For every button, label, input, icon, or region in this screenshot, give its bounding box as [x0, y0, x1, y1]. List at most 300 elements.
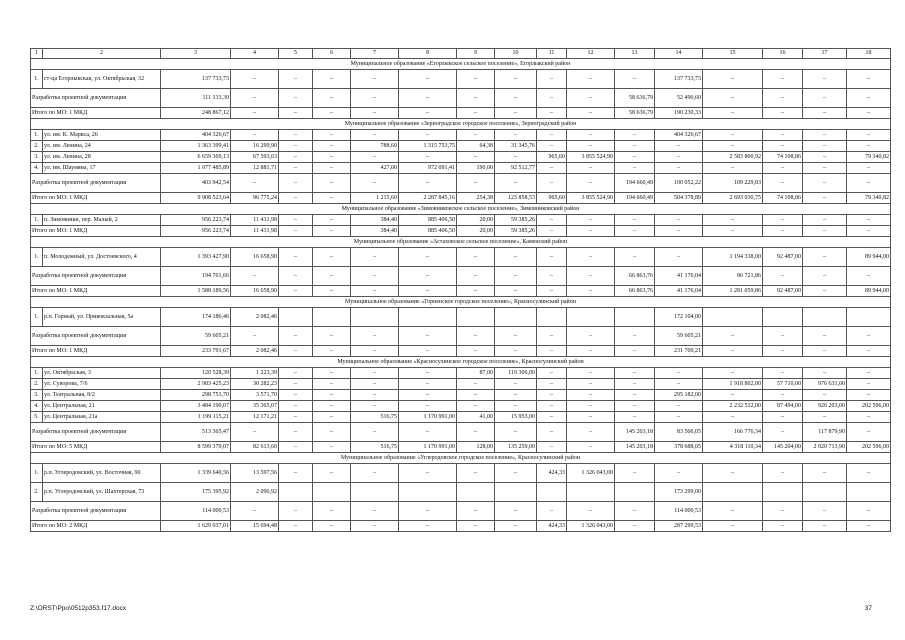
value-cell: – — [495, 379, 537, 390]
address-cell: р.п. Горный, ул. Привокзальная, 5а — [43, 308, 161, 327]
value-cell: – — [313, 267, 351, 286]
value-cell: 194 660,49 — [615, 193, 655, 204]
value-cell: – — [495, 401, 537, 412]
value-cell: – — [537, 442, 567, 453]
value-cell: – — [615, 368, 655, 379]
value-cell: – — [351, 327, 399, 346]
value-cell: – — [567, 379, 615, 390]
value-cell: 2 983 425,23 — [161, 379, 231, 390]
value-cell: – — [313, 379, 351, 390]
row-label: Итого по МО: 1 МКД — [31, 346, 161, 357]
value-cell: – — [457, 130, 495, 141]
row-label: Разработка проектной документации — [31, 89, 161, 108]
value-cell: – — [803, 412, 847, 423]
value-cell: – — [847, 423, 891, 442]
value-cell: – — [567, 401, 615, 412]
value-cell: – — [655, 163, 703, 174]
value-cell: 1 199 115,21 — [161, 412, 231, 423]
value-cell: – — [399, 464, 457, 483]
row-number: 5. — [31, 412, 43, 423]
value-cell: – — [803, 141, 847, 152]
value-cell: – — [847, 163, 891, 174]
value-cell: – — [351, 401, 399, 412]
value-cell: – — [313, 346, 351, 357]
value-cell: – — [803, 108, 847, 119]
value-cell: 74 108,86 — [763, 152, 803, 163]
value-cell: – — [763, 267, 803, 286]
value-cell: – — [457, 152, 495, 163]
row-number: 2. — [31, 483, 43, 502]
section-title-row — [31, 453, 891, 464]
value-cell: 13 597,56 — [231, 464, 279, 483]
value-cell: 424,33 — [537, 464, 567, 483]
value-cell: – — [351, 70, 399, 89]
value-cell: 20,00 — [457, 215, 495, 226]
value-cell — [847, 308, 891, 327]
value-cell: – — [847, 464, 891, 483]
value-cell: – — [567, 286, 615, 297]
value-cell: – — [703, 70, 763, 89]
value-cell: – — [567, 248, 615, 267]
value-cell: – — [351, 423, 399, 442]
value-cell: – — [703, 108, 763, 119]
row-number: 1. — [31, 368, 43, 379]
value-cell: 12 171,21 — [231, 412, 279, 423]
value-cell: 956 223,74 — [161, 226, 231, 237]
budget-table — [30, 48, 891, 532]
value-cell — [457, 308, 495, 327]
value-cell: – — [615, 130, 655, 141]
value-cell: – — [567, 423, 615, 442]
value-cell: – — [313, 152, 351, 163]
header-row — [31, 49, 891, 59]
value-cell: – — [351, 368, 399, 379]
value-cell: – — [351, 152, 399, 163]
value-cell: – — [763, 215, 803, 226]
value-cell: 58 636,79 — [615, 89, 655, 108]
section-title: Муниципальное образование «Зимовниковское сельское поселение», Зимовниковский район — [31, 204, 891, 215]
value-cell: – — [703, 89, 763, 108]
value-cell: – — [803, 286, 847, 297]
value-cell: 35 365,07 — [231, 401, 279, 412]
value-cell: – — [399, 346, 457, 357]
row-label: Разработка проектной документации — [31, 502, 161, 521]
section-title-row — [31, 204, 891, 215]
value-cell: – — [763, 412, 803, 423]
value-cell: 11 431,98 — [231, 226, 279, 237]
value-cell: – — [457, 89, 495, 108]
row-label: Итого по МО: 1 МКД — [31, 108, 161, 119]
value-cell: 145 204,00 — [763, 442, 803, 453]
value-cell: – — [457, 521, 495, 532]
value-cell: – — [399, 152, 457, 163]
header-cell: 16 — [763, 49, 803, 59]
value-cell: – — [457, 401, 495, 412]
value-cell: 100 052,22 — [655, 174, 703, 193]
row-number: 3. — [31, 152, 43, 163]
table-row — [31, 141, 891, 152]
value-cell — [567, 308, 615, 327]
value-cell: – — [537, 368, 567, 379]
table-row — [31, 308, 891, 327]
value-cell: – — [615, 412, 655, 423]
value-cell: 403 942,54 — [161, 174, 231, 193]
value-cell: – — [537, 215, 567, 226]
value-cell: 96 775,24 — [231, 193, 279, 204]
value-cell: – — [351, 346, 399, 357]
value-cell: – — [351, 286, 399, 297]
value-cell: – — [399, 286, 457, 297]
value-cell: – — [495, 464, 537, 483]
value-cell: – — [703, 412, 763, 423]
row-number: 4. — [31, 163, 43, 174]
value-cell — [847, 483, 891, 502]
value-cell: – — [615, 521, 655, 532]
value-cell: – — [457, 346, 495, 357]
value-cell: – — [537, 141, 567, 152]
value-cell: – — [537, 412, 567, 423]
value-cell — [313, 308, 351, 327]
row-number: 4. — [31, 401, 43, 412]
value-cell: 202 596,00 — [847, 401, 891, 412]
value-cell: – — [231, 423, 279, 442]
total-row — [31, 89, 891, 108]
value-cell: 166 776,34 — [703, 423, 763, 442]
value-cell: – — [457, 502, 495, 521]
value-cell: 82 613,60 — [231, 442, 279, 453]
value-cell: – — [803, 152, 847, 163]
value-cell: – — [457, 464, 495, 483]
value-cell: 504 378,89 — [655, 193, 703, 204]
value-cell: – — [279, 215, 313, 226]
value-cell: – — [495, 174, 537, 193]
value-cell: 1 077 485,89 — [161, 163, 231, 174]
value-cell — [615, 483, 655, 502]
table-row — [31, 390, 891, 401]
header-cell: 2 — [43, 49, 161, 59]
header-cell: 3 — [161, 49, 231, 59]
value-cell: – — [313, 368, 351, 379]
address-cell: ул. Центральная, 21а — [43, 412, 161, 423]
total-row — [31, 226, 891, 237]
section-title-row — [31, 237, 891, 248]
value-cell: 2 693 030,75 — [703, 193, 763, 204]
value-cell: 1 215,60 — [351, 193, 399, 204]
value-cell: – — [615, 346, 655, 357]
value-cell: 64,38 — [457, 141, 495, 152]
value-cell — [803, 308, 847, 327]
value-cell — [703, 308, 763, 327]
value-cell: 1 339 640,56 — [161, 464, 231, 483]
value-cell: – — [803, 327, 847, 346]
value-cell — [537, 483, 567, 502]
value-cell: – — [537, 89, 567, 108]
value-cell: – — [655, 141, 703, 152]
value-cell: – — [279, 327, 313, 346]
value-cell: 120 528,39 — [161, 368, 231, 379]
table-row — [31, 412, 891, 423]
value-cell: – — [495, 70, 537, 89]
value-cell: – — [231, 174, 279, 193]
value-cell: 2 082,46 — [231, 346, 279, 357]
value-cell — [399, 308, 457, 327]
value-cell: – — [351, 390, 399, 401]
table-row — [31, 248, 891, 267]
value-cell: – — [763, 89, 803, 108]
value-cell: – — [399, 401, 457, 412]
value-cell: 173 299,00 — [655, 483, 703, 502]
value-cell: – — [703, 130, 763, 141]
value-cell: – — [567, 390, 615, 401]
value-cell: 175 395,92 — [161, 483, 231, 502]
value-cell: – — [615, 248, 655, 267]
value-cell: – — [803, 89, 847, 108]
value-cell: – — [457, 327, 495, 346]
value-cell: 137 733,73 — [161, 70, 231, 89]
total-row — [31, 442, 891, 453]
value-cell: 114 000,53 — [655, 502, 703, 521]
value-cell: – — [495, 89, 537, 108]
value-cell: – — [847, 346, 891, 357]
value-cell — [495, 308, 537, 327]
value-cell: – — [495, 108, 537, 119]
value-cell: – — [847, 141, 891, 152]
address-cell: п. Зимовники, пер. Малый, 2 — [43, 215, 161, 226]
value-cell: – — [537, 423, 567, 442]
value-cell: – — [537, 502, 567, 521]
row-number: 2. — [31, 379, 43, 390]
value-cell: – — [231, 327, 279, 346]
header-cell: 15 — [703, 49, 763, 59]
value-cell: – — [279, 521, 313, 532]
value-cell: 513 365,47 — [161, 423, 231, 442]
value-cell: – — [567, 163, 615, 174]
value-cell: 190,00 — [457, 163, 495, 174]
value-cell: 424,33 — [537, 521, 567, 532]
value-cell: – — [313, 163, 351, 174]
value-cell: 2 232 532,00 — [703, 401, 763, 412]
value-cell: – — [703, 346, 763, 357]
value-cell: – — [279, 70, 313, 89]
value-cell: – — [537, 70, 567, 89]
header-cell: 14 — [655, 49, 703, 59]
value-cell: – — [615, 401, 655, 412]
value-cell: 3 855 524,90 — [567, 152, 615, 163]
value-cell — [763, 308, 803, 327]
value-cell: – — [537, 226, 567, 237]
value-cell: 119 306,00 — [495, 368, 537, 379]
value-cell: 190 230,33 — [655, 108, 703, 119]
value-cell: – — [703, 464, 763, 483]
value-cell: – — [763, 464, 803, 483]
row-label: Итого по МО: 1 МКД — [31, 193, 161, 204]
value-cell: 233 791,67 — [161, 346, 231, 357]
value-cell: 172 104,00 — [655, 308, 703, 327]
value-cell: 66 863,76 — [615, 267, 655, 286]
value-cell: – — [399, 267, 457, 286]
value-cell: 145 203,18 — [615, 442, 655, 453]
value-cell: – — [703, 163, 763, 174]
value-cell: – — [537, 130, 567, 141]
value-cell: – — [231, 108, 279, 119]
value-cell — [567, 483, 615, 502]
value-cell: – — [313, 193, 351, 204]
value-cell: – — [313, 502, 351, 521]
value-cell: – — [655, 401, 703, 412]
value-cell: 194 660,49 — [615, 174, 655, 193]
value-cell: 79 340,82 — [847, 152, 891, 163]
value-cell: – — [313, 226, 351, 237]
value-cell: 885 406,50 — [399, 226, 457, 237]
header-cell: 9 — [457, 49, 495, 59]
value-cell: 1 170 991,00 — [399, 442, 457, 453]
header-cell: 12 — [567, 49, 615, 59]
section-title-row — [31, 297, 891, 308]
value-cell: – — [399, 502, 457, 521]
row-label: Итого по МО: 5 МКД — [31, 442, 161, 453]
header-cell: 17 — [803, 49, 847, 59]
value-cell: – — [279, 267, 313, 286]
section-title: Муниципальное образование «Астаховское сельское поселение», Каменский район — [31, 237, 891, 248]
row-label: Разработка проектной документации — [31, 267, 161, 286]
value-cell: 16 658,90 — [231, 248, 279, 267]
value-cell: – — [567, 141, 615, 152]
value-cell: – — [537, 267, 567, 286]
row-number: 1. — [31, 130, 43, 141]
value-cell: – — [803, 174, 847, 193]
value-cell: 16 299,90 — [231, 141, 279, 152]
value-cell: – — [313, 442, 351, 453]
value-cell: – — [399, 108, 457, 119]
value-cell: 79 340,82 — [847, 193, 891, 204]
value-cell: – — [313, 89, 351, 108]
value-cell: 89 944,00 — [847, 286, 891, 297]
value-cell: – — [847, 130, 891, 141]
value-cell: 109 229,83 — [703, 174, 763, 193]
value-cell: – — [399, 70, 457, 89]
value-cell: – — [495, 521, 537, 532]
value-cell: – — [655, 226, 703, 237]
value-cell: – — [763, 141, 803, 152]
table-row — [31, 483, 891, 502]
value-cell: – — [279, 346, 313, 357]
address-cell: ул. Октябрьская, 3 — [43, 368, 161, 379]
value-cell: – — [803, 521, 847, 532]
total-row — [31, 108, 891, 119]
value-cell: 516,75 — [351, 412, 399, 423]
value-cell: 2 082,46 — [231, 308, 279, 327]
value-cell: 59 385,26 — [495, 215, 537, 226]
table-body — [31, 49, 891, 532]
value-cell: 788,60 — [351, 141, 399, 152]
value-cell: – — [279, 141, 313, 152]
value-cell: 20,00 — [457, 226, 495, 237]
total-row — [31, 286, 891, 297]
value-cell: – — [351, 248, 399, 267]
table-row — [31, 464, 891, 483]
value-cell: 2 583 800,92 — [703, 152, 763, 163]
value-cell: – — [703, 390, 763, 401]
value-cell: – — [763, 368, 803, 379]
value-cell: 231 709,21 — [655, 346, 703, 357]
value-cell: – — [615, 379, 655, 390]
value-cell: – — [399, 423, 457, 442]
value-cell: – — [457, 174, 495, 193]
section-title-row — [31, 59, 891, 70]
value-cell: 3 571,70 — [231, 390, 279, 401]
value-cell: – — [615, 226, 655, 237]
value-cell: 15 953,00 — [495, 412, 537, 423]
value-cell: – — [567, 108, 615, 119]
value-cell: – — [537, 286, 567, 297]
value-cell: 384,40 — [351, 226, 399, 237]
value-cell: – — [279, 193, 313, 204]
value-cell: – — [763, 163, 803, 174]
value-cell: – — [847, 379, 891, 390]
value-cell: 2 096,92 — [231, 483, 279, 502]
value-cell: – — [495, 502, 537, 521]
section-title: Муниципальное образование «Красносулинское городское поселение», Красносулинский район — [31, 357, 891, 368]
value-cell: – — [279, 423, 313, 442]
value-cell — [495, 483, 537, 502]
row-number: 3. — [31, 390, 43, 401]
header-cell: 10 — [495, 49, 537, 59]
value-cell: 41,00 — [457, 412, 495, 423]
value-cell: – — [703, 215, 763, 226]
value-cell: – — [313, 401, 351, 412]
value-cell: – — [567, 174, 615, 193]
value-cell: – — [351, 379, 399, 390]
value-cell: 59 605,21 — [161, 327, 231, 346]
value-cell: – — [231, 267, 279, 286]
value-cell: – — [351, 464, 399, 483]
value-cell: 885 406,50 — [399, 215, 457, 226]
value-cell: – — [495, 130, 537, 141]
value-cell: 2 287 845,16 — [399, 193, 457, 204]
total-row — [31, 327, 891, 346]
value-cell: – — [703, 226, 763, 237]
value-cell: 4 318 110,34 — [703, 442, 763, 453]
value-cell: 1 223,39 — [231, 368, 279, 379]
address-cell: ул. им. Ленина, 28 — [43, 152, 161, 163]
value-cell: – — [313, 215, 351, 226]
value-cell — [279, 308, 313, 327]
value-cell: – — [803, 267, 847, 286]
value-cell: – — [615, 152, 655, 163]
value-cell: – — [313, 327, 351, 346]
value-cell: – — [615, 464, 655, 483]
value-cell: 926 203,00 — [803, 401, 847, 412]
value-cell: – — [803, 193, 847, 204]
value-cell: 254,38 — [457, 193, 495, 204]
value-cell: – — [231, 502, 279, 521]
value-cell: – — [763, 70, 803, 89]
value-cell: – — [567, 327, 615, 346]
address-cell: ул. им. К. Маркса, 26 — [43, 130, 161, 141]
value-cell: – — [351, 502, 399, 521]
value-cell: 404 326,67 — [161, 130, 231, 141]
value-cell: – — [655, 248, 703, 267]
page-number: 37 — [864, 605, 872, 612]
value-cell: 965,60 — [537, 152, 567, 163]
value-cell: – — [399, 130, 457, 141]
total-row — [31, 346, 891, 357]
value-cell: 194 761,66 — [161, 267, 231, 286]
value-cell: – — [803, 248, 847, 267]
value-cell: – — [279, 130, 313, 141]
value-cell: 57 710,00 — [763, 379, 803, 390]
value-cell: – — [351, 130, 399, 141]
